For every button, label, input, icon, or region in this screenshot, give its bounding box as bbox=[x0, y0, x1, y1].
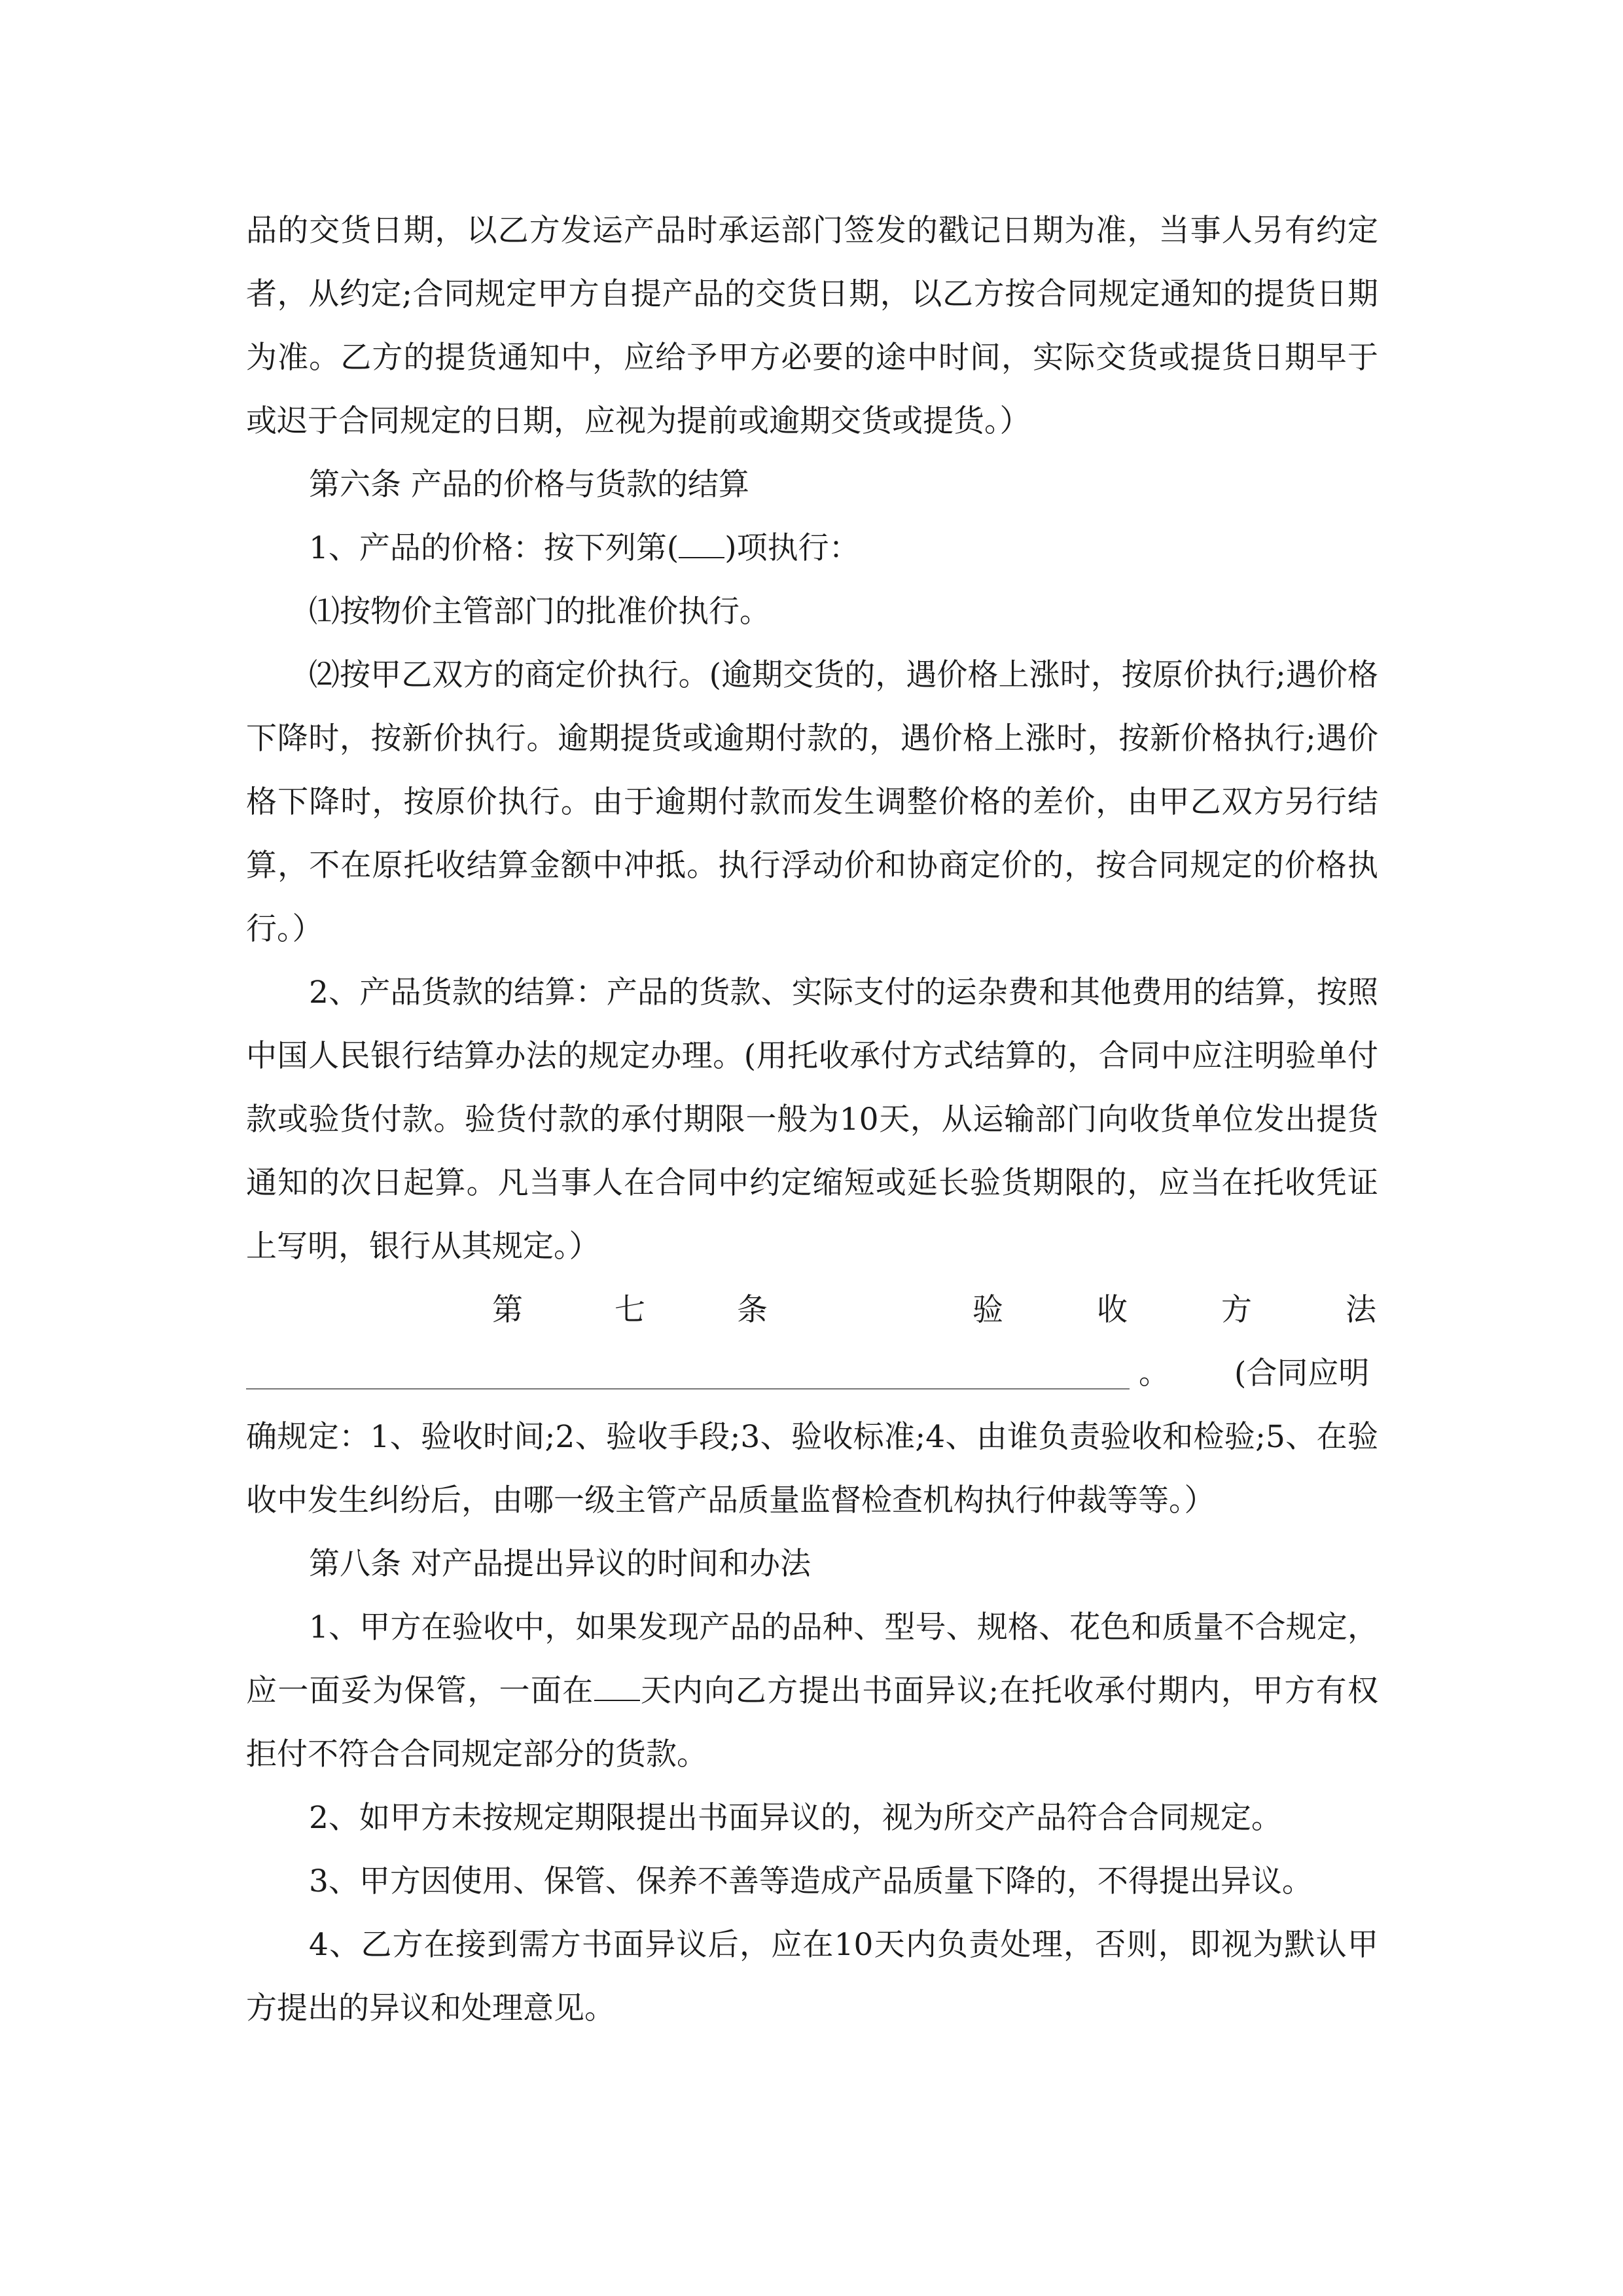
article-7-char: 法 bbox=[1346, 1292, 1376, 1328]
article-7-char: 七 bbox=[615, 1292, 645, 1328]
article-7-note-start: (合同应明 bbox=[1234, 1355, 1370, 1391]
article-8-item-4: 4、乙方在接到需方书面异议后，应在10天内负责处理，否则，即视为默认甲方提出的异议和处理意见。 bbox=[246, 1927, 1378, 2026]
article-7-char: 验 bbox=[972, 1292, 1003, 1328]
article-8-item-3: 3、甲方因使用、保管、保养不善等造成产品质量下降的，不得提出异议。 bbox=[309, 1863, 1313, 1899]
article-7-heading bbox=[246, 1278, 1378, 1342]
article-6-item-1-text: 1、产品的价格：按下列第( bbox=[309, 530, 679, 566]
article-7-period: 。 bbox=[1139, 1355, 1169, 1391]
article-6-item-1 bbox=[246, 516, 1378, 580]
fill-blank bbox=[679, 531, 724, 558]
article-8-item-1 bbox=[246, 1596, 1378, 1786]
blank-underline bbox=[246, 1388, 1130, 1390]
article-8-heading: 第八条 对产品提出异议的时间和办法 bbox=[309, 1546, 811, 1582]
document-body bbox=[246, 199, 1378, 2040]
article-7-note: 确规定：1、验收时间;2、验收手段;3、验收标准;4、由谁负责验收和检验;5、在验收中发生纠纷后，由哪一级主管产品质量监督检查机构执行仲裁等等。） bbox=[246, 1419, 1378, 1518]
article-7-char: 条 bbox=[737, 1292, 768, 1328]
article-6-option-1: ⑴按物价主管部门的批准价执行。 bbox=[309, 594, 770, 630]
article-6-heading: 第六条 产品的价格与货款的结算 bbox=[309, 467, 749, 503]
article-6-option-2: ⑵按甲乙双方的商定价执行。(逾期交货的，遇价格上涨时，按原价执行;遇价格下降时，按新价执行。逾期提货或逾期付款的，遇价格上涨时，按新价格执行;遇价格下降时，按原价执行。由于逾期付款而发生调整价格的差价，由甲乙双方另行结算，不在原托收结算金额中冲抵。执行浮动价和协商定价的，按合同规定的价格执行。） bbox=[246, 657, 1378, 947]
article-7-char: 第 bbox=[492, 1292, 523, 1328]
article-6-item-2: 2、产品货款的结算：产品的货款、实际支付的运杂费和其他费用的结算，按照中国人民银行结算办法的规定办理。(用托收承付方式结算的，合同中应注明验单付款或验货付款。验货付款的承付期限一般为10天，从运输部门向收货单位发出提货通知的次日起算。凡当事人在合同中约定缩短或延长验货期限的，应当在托收凭证上写明，银行从其规定。） bbox=[246, 975, 1378, 1265]
article-6-item-1-text-end: )项执行： bbox=[724, 530, 860, 566]
fill-blank bbox=[594, 1674, 640, 1701]
article-8-item-1-text-end: 天内向乙方提出书面异议;在托收承付期内，甲方有权拒付不符合合同规定部分的货款。 bbox=[246, 1673, 1378, 1772]
article-8-item-1-text: 1、甲方在验收中，如果发现产品的品种、型号、规格、花色和质量不合规定，应一面妥为保管，一面在 bbox=[246, 1609, 1378, 1709]
article-7-char: 方 bbox=[1221, 1292, 1252, 1328]
article-7-blank-line bbox=[246, 1342, 1378, 1405]
article-8-item-2: 2、如甲方未按规定期限提出书面异议的，视为所交产品符合合同规定。 bbox=[309, 1800, 1282, 1836]
continuation-paragraph: 品的交货日期，以乙方发运产品时承运部门签发的戳记日期为准，当事人另有约定者，从约定;合同规定甲方自提产品的交货日期，以乙方按合同规定通知的提货日期为准。乙方的提货通知中，应给予甲方必要的途中时间，实际交货或提货日期早于或迟于合同规定的日期，应视为提前或逾期交货或提货。） bbox=[246, 213, 1378, 439]
article-7-char: 收 bbox=[1097, 1292, 1128, 1328]
fill-blank bbox=[246, 1342, 1130, 1405]
